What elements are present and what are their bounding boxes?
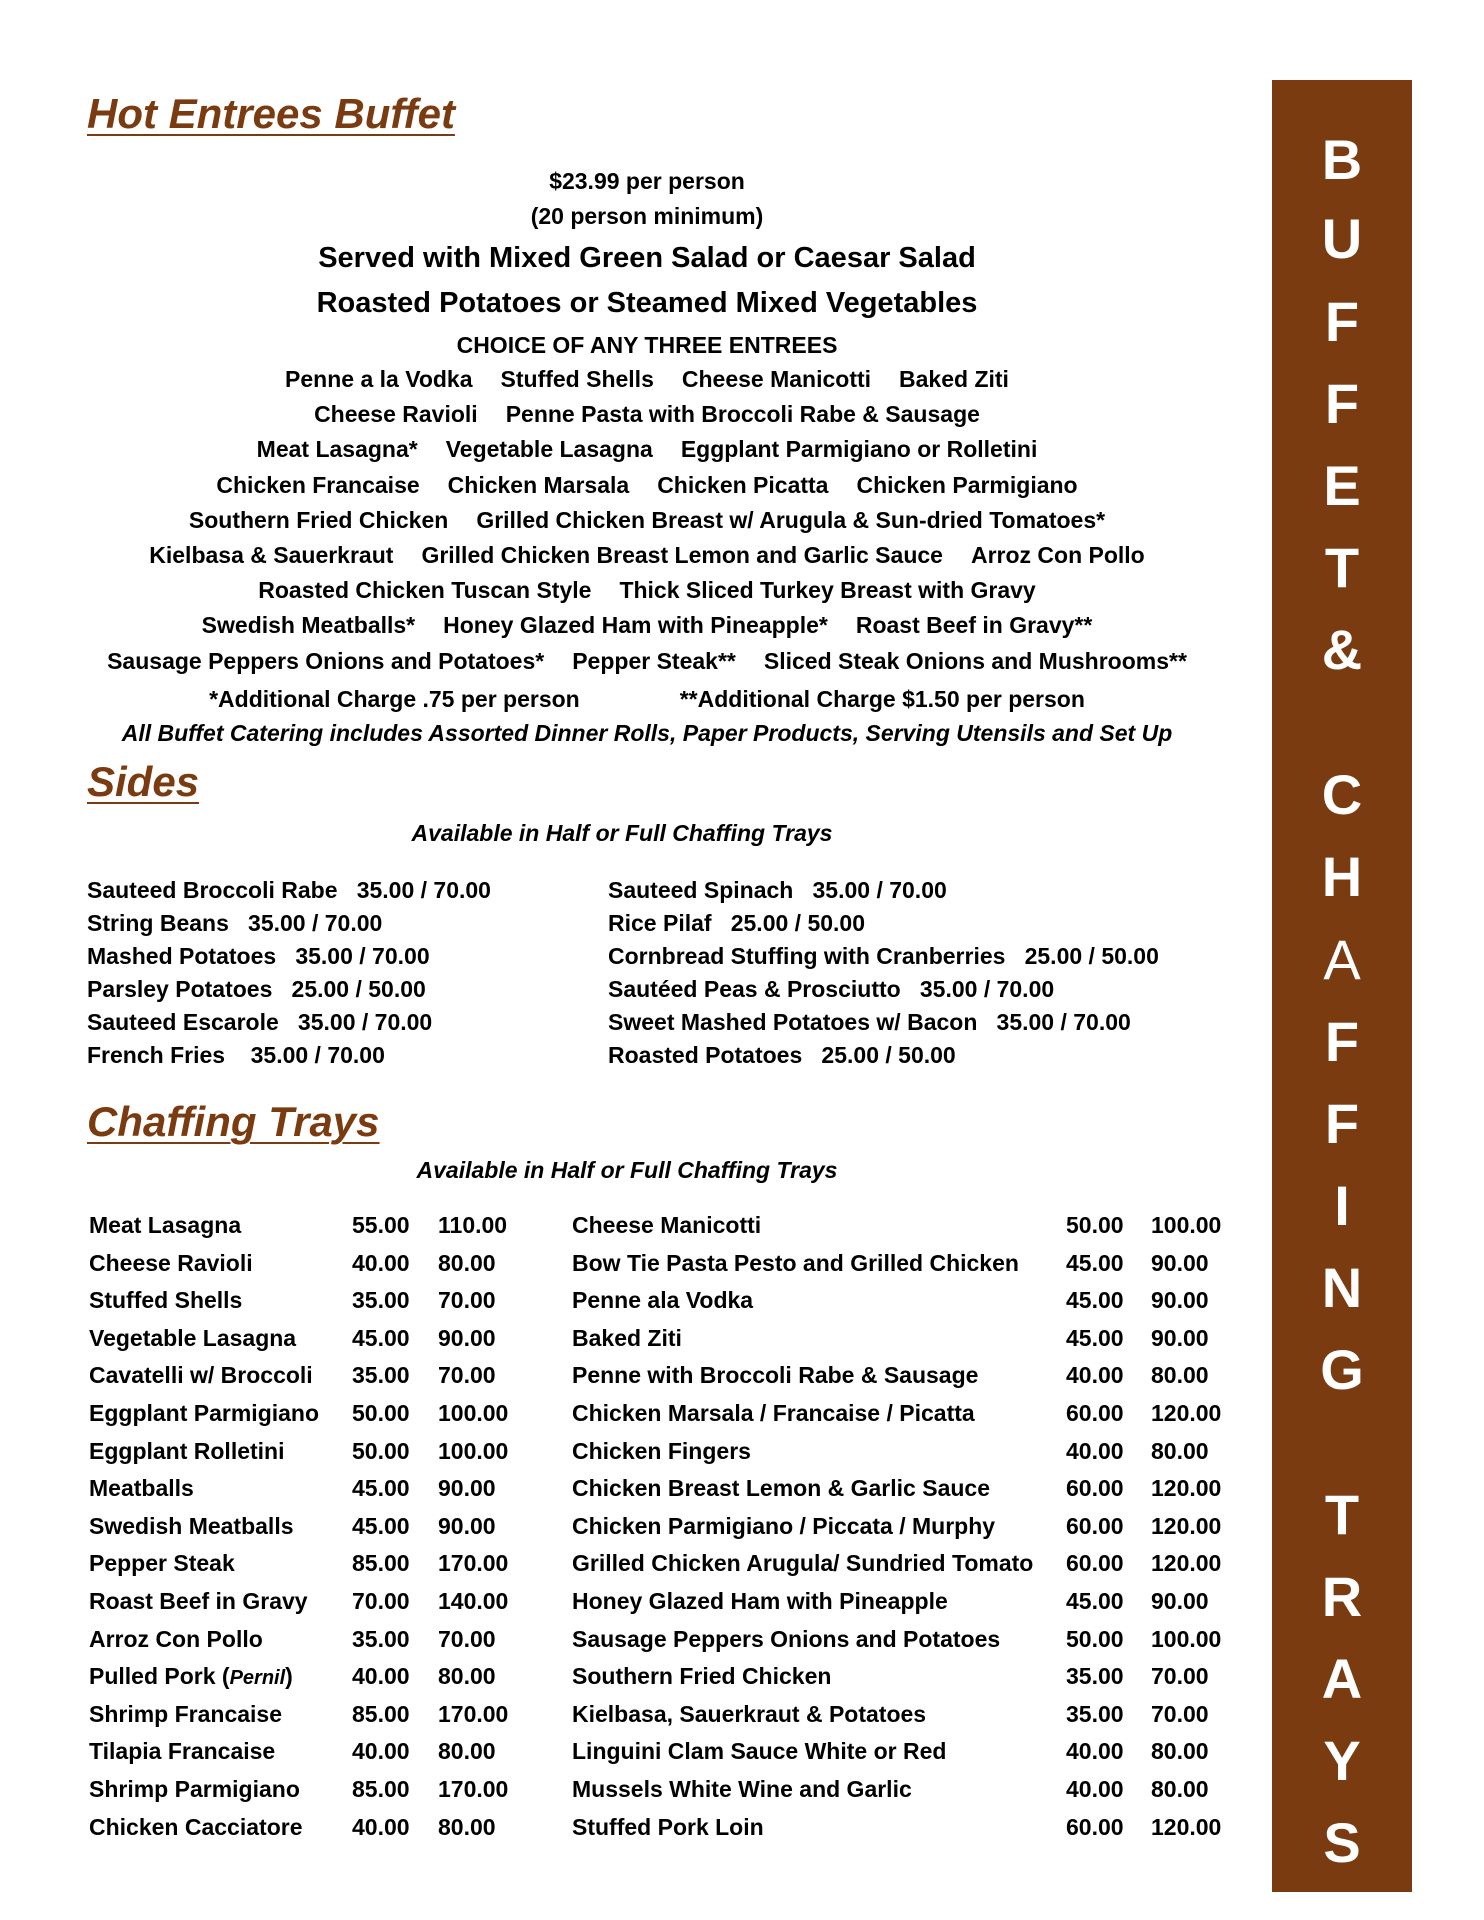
tray-row [0, 1809, 1260, 1847]
hot-entrees-title: Hot Entrees Buffet [87, 90, 455, 137]
sidebar-letter: A [1323, 928, 1361, 991]
tray-name: Stuffed Pork Loin [572, 1813, 764, 1840]
sidebar-letter: H [1321, 845, 1363, 908]
sidebar-letter: N [1321, 1256, 1363, 1319]
tray-full-price: 90.00 [1151, 1249, 1209, 1276]
tray-half-price: 35.00 [352, 1625, 410, 1652]
tray-half-price: 35.00 [352, 1362, 410, 1389]
tray-full-price: 110.00 [438, 1212, 508, 1238]
tray-row [0, 1621, 1260, 1659]
tray-half-price: 50.00 [352, 1437, 410, 1464]
tray-full-price: 90.00 [438, 1324, 496, 1351]
tray-full-price: 80.00 [438, 1813, 496, 1840]
sidebar-letter: A [1321, 1647, 1363, 1710]
entree-line [87, 542, 1207, 569]
entree-item: Baked Ziti [899, 366, 1009, 392]
tray-half-price: 45.00 [352, 1475, 410, 1502]
tray-full-price: 80.00 [438, 1663, 496, 1690]
price: $23.99 per person [549, 168, 745, 194]
charge-note-1: *Additional Charge .75 per person [209, 686, 580, 712]
entree-item: Chicken Picatta [657, 471, 829, 498]
entree-item: Roasted Chicken Tuscan Style [258, 577, 592, 604]
tray-full-price: 80.00 [1151, 1362, 1209, 1389]
tray-row [0, 1433, 1260, 1471]
sidebar-letter: & [1321, 618, 1363, 681]
sidebar-letter: T [1324, 1483, 1360, 1546]
entree-item: Grilled Chicken Breast Lemon and Garlic Sauce [421, 542, 943, 568]
entree-item: Kielbasa & Sauerkraut [149, 542, 394, 568]
tray-half-price: 85.00 [352, 1700, 410, 1727]
tray-full-price: 170.00 [438, 1700, 509, 1727]
tray-full-price: 70.00 [1151, 1700, 1209, 1727]
tray-full-price: 100.00 [438, 1400, 509, 1426]
tray-row [0, 1696, 1260, 1734]
tray-name: Cavatelli w/ Broccoli [89, 1362, 313, 1389]
entree-item: Honey Glazed Ham with Pineapple* [443, 612, 828, 639]
entree-item: Penne a la Vodka [285, 366, 473, 392]
tray-half-price: 60.00 [1066, 1512, 1124, 1539]
tray-name: Cheese Ravioli [89, 1249, 253, 1276]
buffet-note: All Buffet Catering includes Assorted Dinner Rolls, Paper Products, Serving Utensils and Set Up [121, 720, 1173, 746]
sides-left-column [87, 874, 491, 1072]
sidebar-banner [1272, 80, 1412, 1892]
tray-name: Pulled Pork (Pernil) [89, 1663, 293, 1690]
tray-full-price: 90.00 [438, 1512, 496, 1539]
entree-item: Chicken Marsala [447, 471, 630, 498]
sides-subtitle: Available in Half or Full Chaffing Trays [411, 820, 833, 846]
entree-item: Southern Fried Chicken [188, 506, 449, 533]
choice-header: CHOICE OF ANY THREE ENTREES [456, 332, 838, 358]
tray-name: Chicken Breast Lemon & Garlic Sauce [572, 1475, 990, 1502]
entree-item: Grilled Chicken Breast w/ Arugula & Sun-dried Tomatoes* [476, 506, 1106, 533]
tray-name: Swedish Meatballs [89, 1512, 294, 1539]
sidebar-letter: F [1324, 372, 1360, 435]
tray-full-price: 70.00 [438, 1625, 496, 1652]
side-item: Rice Pilaf 25.00 / 50.00 [608, 910, 865, 936]
tray-full-price: 90.00 [1151, 1324, 1209, 1351]
entree-line [87, 612, 1207, 639]
sides-right-column [608, 874, 1159, 1072]
additional-charges [87, 686, 1207, 713]
side-item: Sauteed Escarole 35.00 / 70.00 [87, 1009, 433, 1035]
side-item: Parsley Potatoes 25.00 / 50.00 [87, 976, 426, 1002]
tray-full-price: 90.00 [438, 1475, 496, 1502]
tray-name: Linguini Clam Sauce White or Red [572, 1738, 947, 1765]
tray-half-price: 40.00 [352, 1738, 410, 1765]
tray-full-price: 170.00 [438, 1776, 509, 1802]
sidebar-letter: U [1321, 207, 1363, 270]
tray-full-price: 100.00 [1151, 1212, 1222, 1238]
side-item: Sautéed Peas & Prosciutto 35.00 / 70.00 [608, 976, 1055, 1002]
sidebar-letter: E [1323, 454, 1361, 517]
tray-name: Meat Lasagna [89, 1212, 242, 1238]
tray-name: Chicken Marsala / Francaise / Picatta [572, 1400, 975, 1426]
tray-full-price: 120.00 [1151, 1550, 1222, 1577]
tray-half-price: 45.00 [1066, 1249, 1124, 1276]
entree-item: Sliced Steak Onions and Mushrooms** [763, 647, 1187, 674]
entree-item: Arroz Con Pollo [970, 542, 1145, 568]
tray-row [0, 1508, 1260, 1546]
served-with-line-2: Roasted Potatoes or Steamed Mixed Vegetables [316, 287, 978, 319]
tray-name: Southern Fried Chicken [572, 1663, 832, 1690]
sidebar-letter: S [1323, 1811, 1361, 1874]
entree-item: Sausage Peppers Onions and Potatoes* [107, 647, 545, 674]
sidebar-letter: F [1324, 1092, 1360, 1155]
tray-full-price: 90.00 [1151, 1287, 1209, 1314]
tray-full-price: 120.00 [1151, 1813, 1222, 1840]
hot-entrees-block [87, 168, 1207, 748]
tray-full-price: 80.00 [1151, 1776, 1209, 1802]
tray-name: Meatballs [89, 1475, 194, 1502]
tray-half-price: 45.00 [1066, 1588, 1124, 1614]
tray-row [0, 1357, 1260, 1395]
tray-half-price: 55.00 [352, 1212, 410, 1238]
tray-row [0, 1545, 1260, 1583]
tray-name: Grilled Chicken Arugula/ Sundried Tomato [572, 1550, 1034, 1577]
tray-half-price: 40.00 [1066, 1362, 1124, 1389]
entree-item: Thick Sliced Turkey Breast with Gravy [619, 577, 1036, 604]
entree-line [87, 436, 1207, 463]
entree-item: Chicken Parmigiano [856, 471, 1078, 498]
tray-full-price: 90.00 [1151, 1588, 1209, 1614]
tray-full-price: 70.00 [1151, 1663, 1209, 1690]
tray-half-price: 35.00 [352, 1287, 410, 1314]
entree-item: Eggplant Parmigiano or Rolletini [680, 436, 1038, 463]
tray-name: Eggplant Parmigiano [89, 1400, 320, 1426]
entree-item: Cheese Ravioli [314, 401, 478, 428]
tray-name: Chicken Parmigiano / Piccata / Murphy [572, 1512, 996, 1539]
tray-full-price: 80.00 [438, 1738, 496, 1765]
entree-item: Chicken Francaise [216, 471, 420, 498]
tray-row [0, 1733, 1260, 1771]
tray-name: Shrimp Parmigiano [89, 1776, 300, 1802]
tray-name: Kielbasa, Sauerkraut & Potatoes [572, 1700, 927, 1727]
tray-name: Roast Beef in Gravy [89, 1588, 308, 1614]
tray-half-price: 40.00 [352, 1663, 410, 1690]
tray-row [0, 1771, 1260, 1809]
tray-name: Sausage Peppers Onions and Potatoes [572, 1625, 1001, 1652]
side-item: Cornbread Stuffing with Cranberries 25.00 / 50.00 [608, 943, 1159, 969]
entree-item: Cheese Manicotti [681, 366, 872, 392]
entree-item: Meat Lasagna* [256, 436, 418, 463]
tray-name: Penne ala Vodka [572, 1287, 754, 1314]
tray-half-price: 85.00 [352, 1550, 410, 1577]
tray-row [0, 1658, 1260, 1696]
tray-full-price: 80.00 [1151, 1437, 1209, 1464]
side-item: Sauteed Spinach 35.00 / 70.00 [608, 877, 947, 903]
side-item: Roasted Potatoes 25.00 / 50.00 [608, 1042, 956, 1068]
entree-item: Pepper Steak** [572, 647, 736, 674]
tray-full-price: 120.00 [1151, 1512, 1222, 1539]
side-item: Mashed Potatoes 35.00 / 70.00 [87, 943, 430, 969]
tray-row [0, 1470, 1260, 1508]
entree-line [87, 366, 1207, 393]
tray-half-price: 60.00 [1066, 1550, 1124, 1577]
served-with-line-1: Served with Mixed Green Salad or Caesar Salad [318, 242, 976, 274]
tray-full-price: 100.00 [438, 1437, 509, 1464]
tray-half-price: 60.00 [1066, 1813, 1124, 1840]
tray-row [0, 1583, 1260, 1621]
tray-half-price: 40.00 [352, 1249, 410, 1276]
entree-line [87, 472, 1207, 499]
sidebar-letter: Y [1323, 1729, 1361, 1792]
tray-name: Eggplant Rolletini [89, 1437, 285, 1464]
sidebar-letter: F [1324, 1010, 1360, 1073]
tray-row [0, 1395, 1260, 1433]
side-item: French Fries 35.00 / 70.00 [87, 1042, 385, 1068]
tray-half-price: 35.00 [1066, 1700, 1124, 1727]
sidebar-letter: I [1334, 1174, 1350, 1237]
tray-half-price: 50.00 [1066, 1625, 1124, 1652]
tray-half-price: 60.00 [1066, 1475, 1124, 1502]
tray-half-price: 40.00 [1066, 1437, 1124, 1464]
tray-half-price: 40.00 [1066, 1776, 1124, 1802]
sidebar-letter: T [1324, 536, 1360, 599]
tray-half-price: 45.00 [1066, 1287, 1124, 1314]
entree-item: Vegetable Lasagna [445, 436, 653, 463]
tray-name: Arroz Con Pollo [89, 1625, 263, 1652]
tray-full-price: 120.00 [1151, 1400, 1222, 1426]
tray-half-price: 45.00 [352, 1324, 410, 1351]
tray-half-price: 40.00 [1066, 1738, 1124, 1765]
tray-name-note: Pernil [229, 1667, 286, 1690]
sidebar-letter: B [1321, 128, 1363, 191]
tray-half-price: 50.00 [1066, 1212, 1124, 1238]
tray-half-price: 70.00 [352, 1588, 410, 1614]
tray-full-price: 70.00 [438, 1362, 496, 1389]
tray-row [0, 1245, 1260, 1283]
charge-note-2: **Additional Charge $1.50 per person [679, 686, 1085, 712]
tray-name: Mussels White Wine and Garlic [572, 1776, 912, 1802]
minimum: (20 person minimum) [530, 203, 764, 229]
tray-name: Penne with Broccoli Rabe & Sausage [572, 1362, 979, 1389]
tray-half-price: 45.00 [352, 1512, 410, 1539]
tray-name: Bow Tie Pasta Pesto and Grilled Chicken [572, 1249, 1019, 1276]
tray-name: Baked Ziti [572, 1324, 682, 1351]
tray-full-price: 140.00 [438, 1588, 509, 1614]
tray-full-price: 80.00 [438, 1249, 496, 1276]
entree-item: Roast Beef in Gravy** [855, 612, 1093, 639]
tray-row [0, 1320, 1260, 1358]
side-item: Sweet Mashed Potatoes w/ Bacon 35.00 / 70.00 [608, 1009, 1131, 1035]
entree-item: Penne Pasta with Broccoli Rabe & Sausage [505, 401, 980, 428]
sidebar-letter: F [1324, 290, 1360, 353]
entree-line [87, 401, 1207, 428]
sides-title: Sides [87, 758, 200, 805]
sidebar-letter: R [1321, 1565, 1363, 1628]
tray-name: Cheese Manicotti [572, 1212, 762, 1238]
tray-half-price: 35.00 [1066, 1663, 1124, 1690]
tray-full-price: 100.00 [1151, 1625, 1222, 1652]
tray-full-price: 120.00 [1151, 1475, 1222, 1502]
tray-half-price: 40.00 [352, 1813, 410, 1840]
tray-name: Honey Glazed Ham with Pineapple [572, 1588, 948, 1614]
tray-name: Chicken Cacciatore [89, 1813, 303, 1840]
side-item: Sauteed Broccoli Rabe 35.00 / 70.00 [87, 877, 491, 903]
tray-full-price: 70.00 [438, 1287, 496, 1314]
tray-half-price: 60.00 [1066, 1400, 1124, 1426]
tray-name: Chicken Fingers [572, 1437, 751, 1464]
chaffing-subtitle: Available in Half or Full Chaffing Trays [416, 1157, 838, 1183]
tray-full-price: 170.00 [438, 1550, 509, 1577]
tray-name: Vegetable Lasagna [89, 1324, 297, 1351]
tray-half-price: 85.00 [352, 1776, 410, 1802]
sidebar-letter: C [1321, 763, 1363, 826]
chaffing-title: Chaffing Trays [87, 1098, 380, 1145]
tray-name: Tilapia Francaise [89, 1738, 276, 1765]
entree-line [87, 577, 1207, 604]
tray-row [0, 1282, 1260, 1320]
tray-full-price: 80.00 [1151, 1738, 1209, 1765]
entree-line [87, 648, 1207, 675]
tray-row [0, 1207, 1260, 1245]
entree-item: Stuffed Shells [500, 366, 654, 392]
tray-name: Stuffed Shells [89, 1287, 243, 1314]
entree-line [87, 507, 1207, 534]
tray-name: Pepper Steak [89, 1550, 235, 1577]
tray-half-price: 50.00 [352, 1400, 410, 1426]
side-item: String Beans 35.00 / 70.00 [87, 910, 383, 936]
tray-half-price: 45.00 [1066, 1324, 1124, 1351]
tray-name: Shrimp Francaise [89, 1700, 283, 1727]
entree-item: Swedish Meatballs* [201, 612, 416, 639]
sidebar-letter: G [1320, 1338, 1364, 1401]
